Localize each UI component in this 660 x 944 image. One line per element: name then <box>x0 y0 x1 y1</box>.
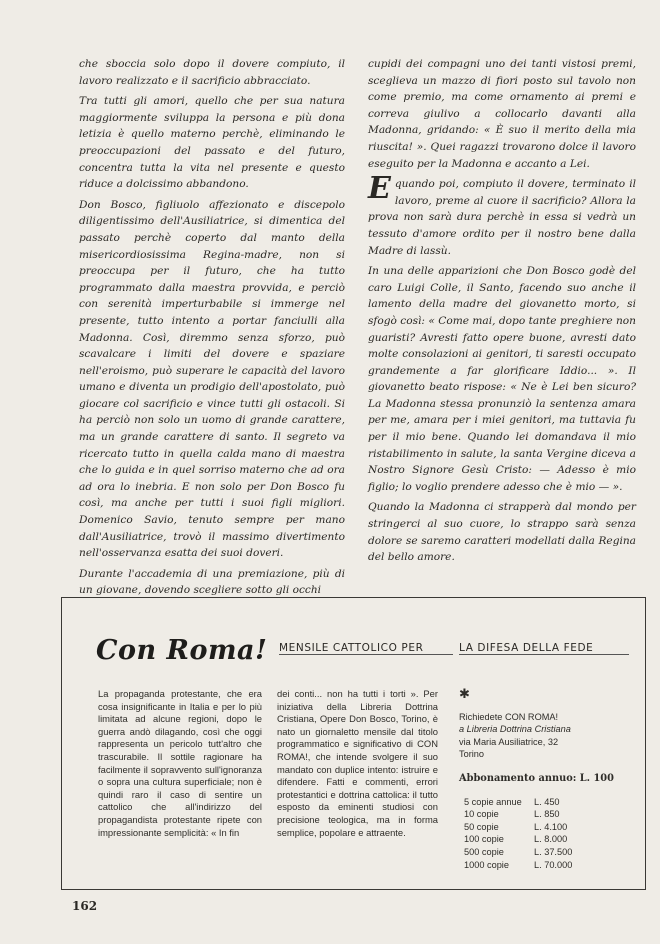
price-quantity: 100 copie <box>464 834 504 845</box>
price-table <box>464 796 604 872</box>
price-quantity: 50 copie <box>464 821 499 832</box>
subscription-title: Abbonamento annuo: L. 100 <box>459 772 614 784</box>
tagline-part-1: MENSILE CATTOLICO PER <box>279 642 424 654</box>
paragraph-text: quando poi, compiuto il dovere, terminato il lavoro, preme al cuore il sacrificio? Allora la prova non sarà dura perchè in essa si vedrà un tessuto d'amore ordito per il nostro bene dalla Madre di lassù. <box>368 178 636 257</box>
paragraph: In una delle apparizioni che Don Bosco godè del caro Luigi Colle, il Santo, facendo suo anche il lamento della madre del giovanetto morto, si sfogò così: « Come mai, dopo tante preghiere non guaristi? Avresti fatto opere buone, avresti dato molte consolazioni ai genitori, ti saresti occupato grandemente a far glorificare Iddio... ». Il giovanetto beato rispose: « Ne è Lei ben sicuro? La Madonna stessa pronunziò la sentenza amara per me, amara per i miei genitori, ma tuttavia fu per il mio bene. Quando lei domandava il mio ristabilimento in salute, la santa Vergine diceva a Nostro Signore Gesù Cristo: — Adesso è mio figlio; lo voglio prendere adesso che è mio — ». <box>368 265 636 493</box>
ad-column-2 <box>277 688 438 839</box>
advertisement-box <box>61 597 646 890</box>
paragraph: Quando la Madonna ci strapperà dal mondo per stringerci al suo cuore, lo strappo sarà senza dolore se saremo caratteri modellati dalla Regina del bello amore. <box>368 501 636 564</box>
paragraph: che sboccia solo dopo il dovere compiuto, il lavoro realizzato e il sacrificio abbracciato. <box>79 58 345 87</box>
price-row <box>464 846 604 859</box>
ad-column-1 <box>98 688 262 839</box>
divider <box>279 654 453 655</box>
price-amount: L. 70.000 <box>534 859 573 870</box>
ad-column-3 <box>459 688 619 871</box>
price-amount: L. 850 <box>534 809 560 820</box>
asterisk-icon: ✱ <box>459 686 470 701</box>
order-line: a Libreria Dottrina Cristiana <box>459 724 571 735</box>
price-row <box>464 833 604 846</box>
order-line: Richiedete CON ROMA! <box>459 711 559 722</box>
ad-text: La propaganda protestante, che era cosa insignificante in Italia e per lo più limitata ad alcune regioni, dopo le guerra andò dilagando, così che oggi rappresenta un pericolo tutt'altro che trascurabile. Il sottile ragionare ha facilmente il sopravvento sull'ignoranza o sopra una cultura superficiale; non è quindi raro il caso di sentire un cattolico che all'indirizzo del propagandista protestante ripete con impressionante semplicità: « In fin <box>98 688 262 838</box>
order-line: via Maria Ausiliatrice, 32 <box>459 736 559 747</box>
paragraph-dropcap <box>368 171 636 259</box>
price-amount: L. 450 <box>534 796 560 807</box>
price-row <box>464 859 604 872</box>
price-amount: L. 37.500 <box>534 846 573 857</box>
paragraph: Tra tutti gli amori, quello che per sua natura maggiormente sviluppa la persona e più dona letizia è quello materno perchè, eliminando le preoccupazioni del passato e del futuro, concentra tutta la vita nel presente e questo riduce a dolcissimo abbandono. <box>79 95 345 191</box>
paragraph: Durante l'accademia di una premiazione, più di un giovane, dovendo scegliere sotto gli occhi <box>79 567 345 597</box>
ad-text: dei conti... non ha tutti i torti ». Per iniziativa della Libreria Dottrina Cristiana, Opere Don Bosco, Torino, è nato un giornaletto mensile dal titolo programmatico e significativo di CON ROMA!, che intende svolgere il suo mandato con duplice intento: istruire e difendere. Fatti e commenti, errori protestantici e dottrina cattolica: il tutto esposto da eminenti studiosi con precisione teologica, ma in forma semplice, popolare e attraente. <box>277 688 438 838</box>
page-number: 162 <box>72 899 98 913</box>
drop-cap-letter: E <box>368 171 391 207</box>
price-row <box>464 808 604 821</box>
price-quantity: 5 copie annue <box>464 796 522 807</box>
tagline-part-2: LA DIFESA DELLA FEDE <box>459 642 594 654</box>
price-amount: L. 4.100 <box>534 821 568 832</box>
paragraph: Don Bosco, figliuolo affezionato e discepolo diligentissimo dell'Ausiliatrice, si dimentica del passato perchè coperto dal manto della misericordiosissima Regina-madre, non si preoccupa per il futuro, che ha tutto programmato dalla maestra provvida, e perciò con serenità imperturbabile si immerge nel presente, tutto intento a portar fanciulli alla Madonna. Così, diremmo senza sforzo, può scavalcare i limiti del dovere e spaziare nell'eroismo, può superare le capacità del lavoro umano e diventa un prodigio dell'apostolato, può giocare col sacrificio e vince tutti gli ostacoli. Si ha perciò non solo un uomo di grande carattere, ma un grande carattere di santo. Il segreto va ricercato tutto in quella calda mano di maestra che lo guida e in quel sorriso materno che ad ora ad ora lo inebria. E non solo per Don Bosco fu così, ma anche per tutti i suoi figli migliori. Domenico Savio, tenuto sempre per mano dall'Ausiliatrice, trovò il massimo divertimento nell'osservanza esatta dei suoi doveri. <box>79 198 345 560</box>
divider <box>459 654 629 655</box>
article-right-column <box>368 56 636 570</box>
order-line: Torino <box>459 749 485 760</box>
price-quantity: 500 copie <box>464 846 504 857</box>
price-quantity: 10 copie <box>464 809 499 820</box>
price-row <box>464 796 604 809</box>
price-amount: L. 8.000 <box>534 834 568 845</box>
con-roma-logo: Con Roma! <box>96 635 268 666</box>
paragraph: cupidi dei compagni uno dei tanti vistosi premi, sceglieva un mazzo di fiori posto sul tavolo non come premio, ma come ornamento ai premi e correva giulivo a collocarlo davanti alla Madonna, gridando: « È suo il merito della mia riuscita! ». Quei ragazzi trovarono dolce il lavoro eseguito per la Madonna e accanto a Lei. <box>368 58 636 170</box>
price-quantity: 1000 copie <box>464 859 509 870</box>
article-left-column <box>79 56 345 603</box>
price-row <box>464 821 604 834</box>
